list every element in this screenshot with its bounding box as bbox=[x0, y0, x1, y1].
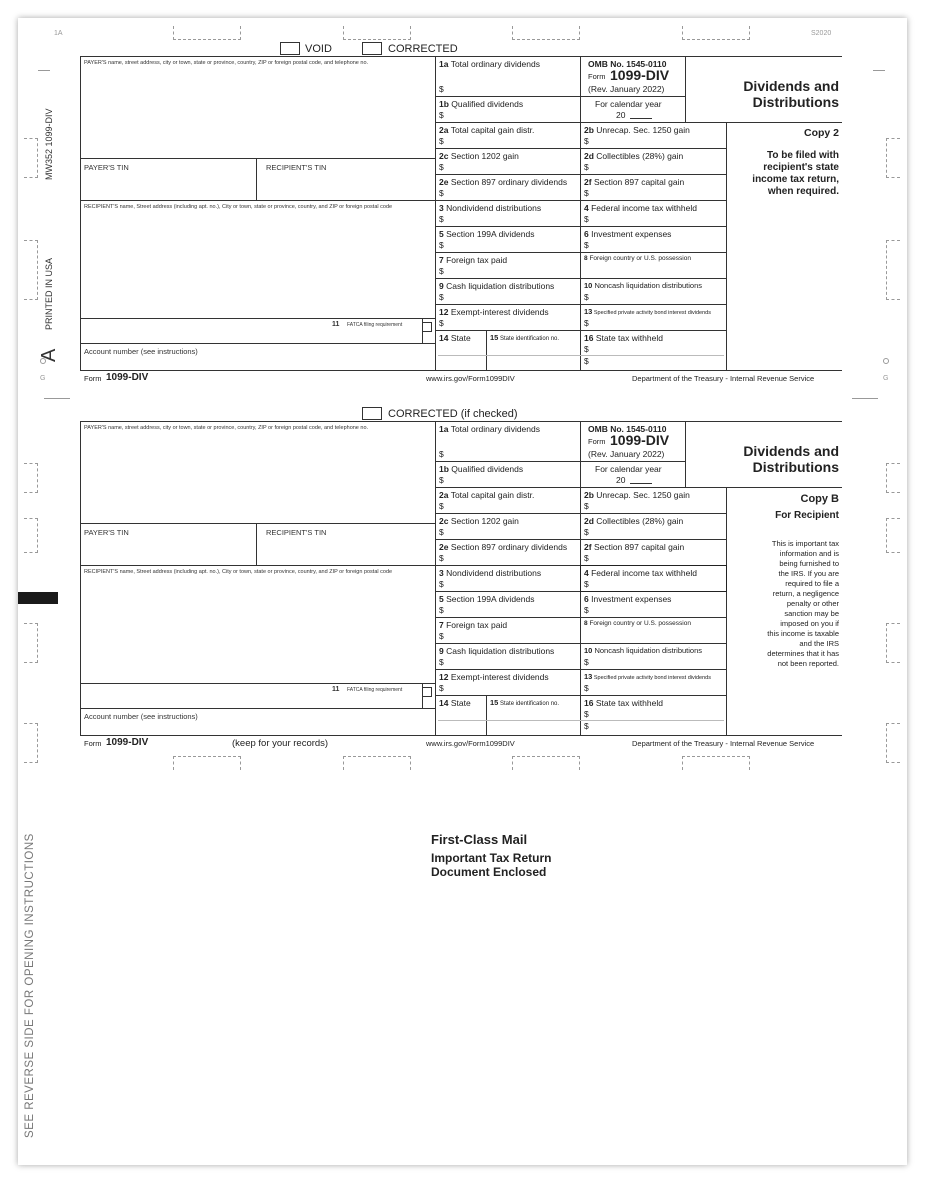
rev-date: (Rev. January 2022) bbox=[588, 84, 665, 94]
box-2a-dollar: $ bbox=[439, 136, 444, 146]
box-12-label: Exempt-interest dividends bbox=[450, 307, 549, 317]
box-5-num: 5 bbox=[439, 594, 444, 604]
corrected-checkbox[interactable] bbox=[362, 42, 382, 55]
fatca-number: 11 bbox=[332, 686, 340, 693]
box-7-label: Foreign tax paid bbox=[446, 620, 508, 630]
payer-tin-label: PAYER'S TIN bbox=[84, 528, 129, 537]
box-4-label: Federal income tax withheld bbox=[591, 568, 697, 578]
corrected-if-checked-label: CORRECTED (if checked) bbox=[388, 408, 518, 420]
payer-name-label: PAYER'S name, street address, city or town, state or province, country, ZIP or foreign postal code, and telephone no. bbox=[84, 60, 369, 66]
copy2-note-line: income tax return, bbox=[752, 174, 839, 185]
corrected-checkbox-b[interactable] bbox=[362, 407, 382, 420]
box-2e-num: 2e bbox=[439, 177, 449, 187]
box-10-dollar: $ bbox=[584, 657, 589, 667]
form-number: 1099-DIV bbox=[610, 67, 670, 83]
box-3-dollar: $ bbox=[439, 579, 444, 589]
box-16-dollar: $ bbox=[584, 344, 589, 354]
calendar-year-20: 20 bbox=[616, 475, 626, 485]
box-2f-num: 2f bbox=[584, 542, 592, 552]
box-2f-dollar: $ bbox=[584, 188, 589, 198]
perforation-mark bbox=[44, 398, 70, 399]
box-2d-label: Collectibles (28%) gain bbox=[596, 516, 684, 526]
box-2b-dollar: $ bbox=[584, 501, 589, 511]
box-1a-dollar: $ bbox=[439, 84, 444, 94]
box-9-dollar: $ bbox=[439, 657, 444, 667]
box-9-num: 9 bbox=[439, 281, 444, 291]
box-4-num: 4 bbox=[584, 568, 589, 578]
payer-name-label: PAYER'S name, street address, city or town, state or province, country, ZIP or foreign postal code, and telephone no. bbox=[84, 425, 369, 431]
box-16-label: State tax withheld bbox=[595, 698, 663, 708]
box-12-num: 12 bbox=[439, 672, 449, 682]
punch-mark bbox=[24, 518, 38, 553]
mail-enclosed: Document Enclosed bbox=[431, 865, 547, 879]
box-15-num: 15 bbox=[490, 698, 499, 707]
box-4-label: Federal income tax withheld bbox=[591, 203, 697, 213]
box-1a-label: Total ordinary dividends bbox=[450, 424, 540, 434]
footer-url: www.irs.gov/Form1099DIV bbox=[426, 374, 515, 383]
box-15-num: 15 bbox=[490, 333, 499, 342]
punch-mark bbox=[24, 138, 38, 178]
mail-important: Important Tax Return bbox=[431, 851, 552, 865]
box-16-dollar: $ bbox=[584, 356, 589, 366]
box-16-num: 16 bbox=[584, 333, 594, 343]
punch-mark bbox=[886, 138, 900, 178]
box-2d-label: Collectibles (28%) gain bbox=[596, 151, 684, 161]
form-word: Form bbox=[588, 437, 606, 446]
box-16-num: 16 bbox=[584, 698, 594, 708]
box-7-num: 7 bbox=[439, 620, 444, 630]
box-2a-num: 2a bbox=[439, 125, 449, 135]
form-sheet bbox=[18, 18, 907, 1165]
punch-mark bbox=[24, 723, 38, 763]
form-word: Form bbox=[588, 72, 606, 81]
box-2c-label: Section 1202 gain bbox=[450, 516, 519, 526]
box-2e-num: 2e bbox=[439, 542, 449, 552]
copyB-copy-label: Copy B bbox=[800, 493, 839, 505]
box-13-dollar: $ bbox=[584, 318, 589, 328]
crop-mark bbox=[873, 70, 885, 71]
box-2b-label: Unrecap. Sec. 1250 gain bbox=[596, 125, 690, 135]
punch-mark bbox=[343, 26, 411, 40]
corner-g-left: G bbox=[40, 375, 46, 382]
box-4-num: 4 bbox=[584, 203, 589, 213]
title-line-2: Distributions bbox=[752, 459, 839, 475]
box-12-dollar: $ bbox=[439, 683, 444, 693]
void-checkbox[interactable] bbox=[280, 42, 300, 55]
box-2b-label: Unrecap. Sec. 1250 gain bbox=[596, 490, 690, 500]
box-9-label: Cash liquidation distributions bbox=[446, 646, 555, 656]
box-10-num: 10 bbox=[584, 646, 593, 655]
box-10-label: Noncash liquidation distributions bbox=[594, 281, 703, 290]
box-6-num: 6 bbox=[584, 594, 589, 604]
box-3-label: Nondividend distributions bbox=[446, 203, 542, 213]
punch-mark bbox=[886, 518, 900, 553]
box-1a-num: 1a bbox=[439, 59, 449, 69]
punch-mark bbox=[173, 756, 241, 770]
recipient-name-label: RECIPIENT'S name, Street address (including apt. no.), City or town, state or province, country, and ZIP or foreign postal code bbox=[84, 204, 393, 210]
punch-mark bbox=[886, 723, 900, 763]
box-2d-num: 2d bbox=[584, 516, 594, 526]
box-12-label: Exempt-interest dividends bbox=[450, 672, 549, 682]
box-2f-label: Section 897 capital gain bbox=[593, 542, 685, 552]
box-16-label: State tax withheld bbox=[595, 333, 663, 343]
box-1b-num: 1b bbox=[439, 464, 449, 474]
box-1b-dollar: $ bbox=[439, 110, 444, 120]
fatca-number: 11 bbox=[332, 321, 340, 328]
footer-dept: Department of the Treasury - Internal Revenue Service bbox=[632, 374, 815, 383]
box-1b-label: Qualified dividends bbox=[451, 464, 524, 474]
box-2c-label: Section 1202 gain bbox=[450, 151, 519, 161]
punch-mark bbox=[24, 463, 38, 493]
copyB-title bbox=[743, 443, 839, 475]
footer-url: www.irs.gov/Form1099DIV bbox=[426, 739, 515, 748]
footer-dept: Department of the Treasury - Internal Revenue Service bbox=[632, 739, 815, 748]
box-2c-dollar: $ bbox=[439, 162, 444, 172]
calendar-year-label: For calendar year bbox=[595, 99, 662, 109]
box-3-num: 3 bbox=[439, 203, 444, 213]
side-copy-letter: A bbox=[38, 348, 60, 362]
box-9-label: Cash liquidation distributions bbox=[446, 281, 555, 291]
copy2-title bbox=[743, 78, 839, 110]
copy2-note-line: when required. bbox=[767, 186, 839, 197]
punch-mark bbox=[886, 623, 900, 663]
box-12-num: 12 bbox=[439, 307, 449, 317]
hole-mark bbox=[40, 358, 46, 364]
box-2a-dollar: $ bbox=[439, 501, 444, 511]
punch-mark bbox=[512, 756, 580, 770]
box-8-num: 8 bbox=[584, 620, 588, 627]
box-14-label: State bbox=[450, 698, 471, 708]
side-reverse-text: SEE REVERSE SIDE FOR OPENING INSTRUCTIONS bbox=[24, 833, 36, 1138]
box-10-num: 10 bbox=[584, 281, 593, 290]
box-6-dollar: $ bbox=[584, 605, 589, 615]
box-14-num: 14 bbox=[439, 333, 449, 343]
box-8-num: 8 bbox=[584, 255, 588, 262]
footer-form-word: Form bbox=[84, 374, 102, 383]
box-2d-dollar: $ bbox=[584, 527, 589, 537]
box-14-num: 14 bbox=[439, 698, 449, 708]
omb-number: OMB No. 1545-0110 bbox=[588, 424, 667, 434]
box-2f-label: Section 897 capital gain bbox=[593, 177, 685, 187]
box-9-num: 9 bbox=[439, 646, 444, 656]
punch-mark bbox=[24, 240, 38, 300]
box-5-dollar: $ bbox=[439, 240, 444, 250]
box-2f-dollar: $ bbox=[584, 553, 589, 563]
box-6-label: Investment expenses bbox=[591, 229, 672, 239]
box-2e-label: Section 897 ordinary dividends bbox=[450, 177, 568, 187]
punch-mark bbox=[682, 26, 750, 40]
box-13-num: 13 bbox=[584, 672, 593, 681]
calendar-year-20: 20 bbox=[616, 110, 626, 120]
corrected-label: CORRECTED bbox=[388, 43, 458, 55]
box-2a-num: 2a bbox=[439, 490, 449, 500]
recipient-name-label: RECIPIENT'S name, Street address (including apt. no.), City or town, state or province, country, and ZIP or foreign postal code bbox=[84, 569, 393, 575]
box-10-dollar: $ bbox=[584, 292, 589, 302]
punch-mark bbox=[24, 623, 38, 663]
perforation-mark bbox=[852, 398, 878, 399]
box-15-label: State identification no. bbox=[500, 336, 560, 342]
punch-mark bbox=[682, 756, 750, 770]
corner-code-right: S2020 bbox=[811, 30, 832, 37]
box-16-dollar: $ bbox=[584, 709, 589, 719]
punch-mark bbox=[343, 756, 411, 770]
omb-number: OMB No. 1545-0110 bbox=[588, 59, 667, 69]
box-2c-dollar: $ bbox=[439, 527, 444, 537]
box-13-label: Specified private activity bond interest dividends bbox=[593, 675, 711, 681]
copyB-notice: This is important tax information and is being furnished to the IRS. If you are required to file a return, a negligence penalty or other sanction may be imposed on you if this income is taxable and the IRS determines that it has not been reported. bbox=[767, 539, 839, 668]
box-2a-label: Total capital gain distr. bbox=[450, 490, 535, 500]
copy2-note-line: recipient's state bbox=[763, 162, 839, 173]
box-3-label: Nondividend distributions bbox=[446, 568, 542, 578]
box-2b-num: 2b bbox=[584, 125, 594, 135]
copy2-copy-label: Copy 2 bbox=[803, 127, 839, 139]
box-7-label: Foreign tax paid bbox=[446, 255, 508, 265]
footer-keep: (keep for your records) bbox=[232, 738, 329, 749]
copy2-note-line: To be filed with bbox=[766, 150, 839, 161]
crop-mark bbox=[38, 70, 50, 71]
box-2e-dollar: $ bbox=[439, 188, 444, 198]
box-2e-dollar: $ bbox=[439, 553, 444, 563]
box-1a-label: Total ordinary dividends bbox=[450, 59, 540, 69]
box-2c-num: 2c bbox=[439, 151, 449, 161]
fatca-checkbox[interactable] bbox=[422, 687, 432, 697]
box-1a-dollar: $ bbox=[439, 449, 444, 459]
corner-code-left: 1A bbox=[54, 30, 63, 37]
box-5-label: Section 199A dividends bbox=[446, 594, 535, 604]
title-line-1: Dividends and bbox=[743, 443, 839, 459]
account-label: Account number (see instructions) bbox=[84, 347, 198, 356]
box-5-dollar: $ bbox=[439, 605, 444, 615]
punch-mark bbox=[512, 26, 580, 40]
hole-mark bbox=[883, 358, 889, 364]
punch-mark bbox=[886, 240, 900, 300]
calendar-year-label: For calendar year bbox=[595, 464, 662, 474]
fatca-label: FATCA filing requirement bbox=[347, 687, 403, 693]
recipient-tin-label: RECIPIENT'S TIN bbox=[266, 163, 327, 172]
punch-mark bbox=[886, 463, 900, 493]
recipient-tin-label: RECIPIENT'S TIN bbox=[266, 528, 327, 537]
box-2c-num: 2c bbox=[439, 516, 449, 526]
box-13-label: Specified private activity bond interest dividends bbox=[593, 310, 711, 316]
fatca-label: FATCA filing requirement bbox=[347, 322, 403, 328]
box-1b-label: Qualified dividends bbox=[451, 99, 524, 109]
box-2d-dollar: $ bbox=[584, 162, 589, 172]
side-printed: PRINTED IN USA bbox=[44, 257, 54, 330]
title-line-1: Dividends and bbox=[743, 78, 839, 94]
box-6-dollar: $ bbox=[584, 240, 589, 250]
box-4-dollar: $ bbox=[584, 579, 589, 589]
box-5-num: 5 bbox=[439, 229, 444, 239]
box-6-label: Investment expenses bbox=[591, 594, 672, 604]
box-1a-num: 1a bbox=[439, 424, 449, 434]
timing-mark bbox=[18, 592, 58, 604]
box-4-dollar: $ bbox=[584, 214, 589, 224]
box-8-label: Foreign country or U.S. possession bbox=[589, 255, 691, 262]
box-14-label: State bbox=[450, 333, 471, 343]
form-number: 1099-DIV bbox=[610, 432, 670, 448]
box-2a-label: Total capital gain distr. bbox=[450, 125, 535, 135]
box-5-label: Section 199A dividends bbox=[446, 229, 535, 239]
side-form-code: MW352 1099-DIV bbox=[44, 108, 54, 180]
box-12-dollar: $ bbox=[439, 318, 444, 328]
box-13-dollar: $ bbox=[584, 683, 589, 693]
box-7-dollar: $ bbox=[439, 631, 444, 641]
copy2-note bbox=[752, 150, 839, 198]
box-2b-dollar: $ bbox=[584, 136, 589, 146]
box-3-num: 3 bbox=[439, 568, 444, 578]
account-label: Account number (see instructions) bbox=[84, 712, 198, 721]
corner-g-right: G bbox=[883, 375, 889, 382]
box-7-num: 7 bbox=[439, 255, 444, 265]
footer-form-word: Form bbox=[84, 739, 102, 748]
void-label: VOID bbox=[305, 43, 332, 55]
box-6-num: 6 bbox=[584, 229, 589, 239]
box-2f-num: 2f bbox=[584, 177, 592, 187]
box-2b-num: 2b bbox=[584, 490, 594, 500]
box-13-num: 13 bbox=[584, 307, 593, 316]
box-3-dollar: $ bbox=[439, 214, 444, 224]
box-9-dollar: $ bbox=[439, 292, 444, 302]
box-15-label: State identification no. bbox=[500, 701, 560, 707]
footer-form-number: 1099-DIV bbox=[106, 737, 149, 748]
box-1b-num: 1b bbox=[439, 99, 449, 109]
box-1b-dollar: $ bbox=[439, 475, 444, 485]
fatca-checkbox[interactable] bbox=[422, 322, 432, 332]
box-7-dollar: $ bbox=[439, 266, 444, 276]
payer-tin-label: PAYER'S TIN bbox=[84, 163, 129, 172]
rev-date: (Rev. January 2022) bbox=[588, 449, 665, 459]
mail-first-class: First-Class Mail bbox=[431, 832, 528, 847]
box-10-label: Noncash liquidation distributions bbox=[594, 646, 703, 655]
box-16-dollar: $ bbox=[584, 721, 589, 731]
box-8-label: Foreign country or U.S. possession bbox=[589, 620, 691, 627]
title-line-2: Distributions bbox=[752, 94, 839, 110]
footer-form-number: 1099-DIV bbox=[106, 372, 149, 383]
copyB-for-recipient: For Recipient bbox=[775, 510, 839, 521]
box-2e-label: Section 897 ordinary dividends bbox=[450, 542, 568, 552]
box-2d-num: 2d bbox=[584, 151, 594, 161]
punch-mark bbox=[173, 26, 241, 40]
